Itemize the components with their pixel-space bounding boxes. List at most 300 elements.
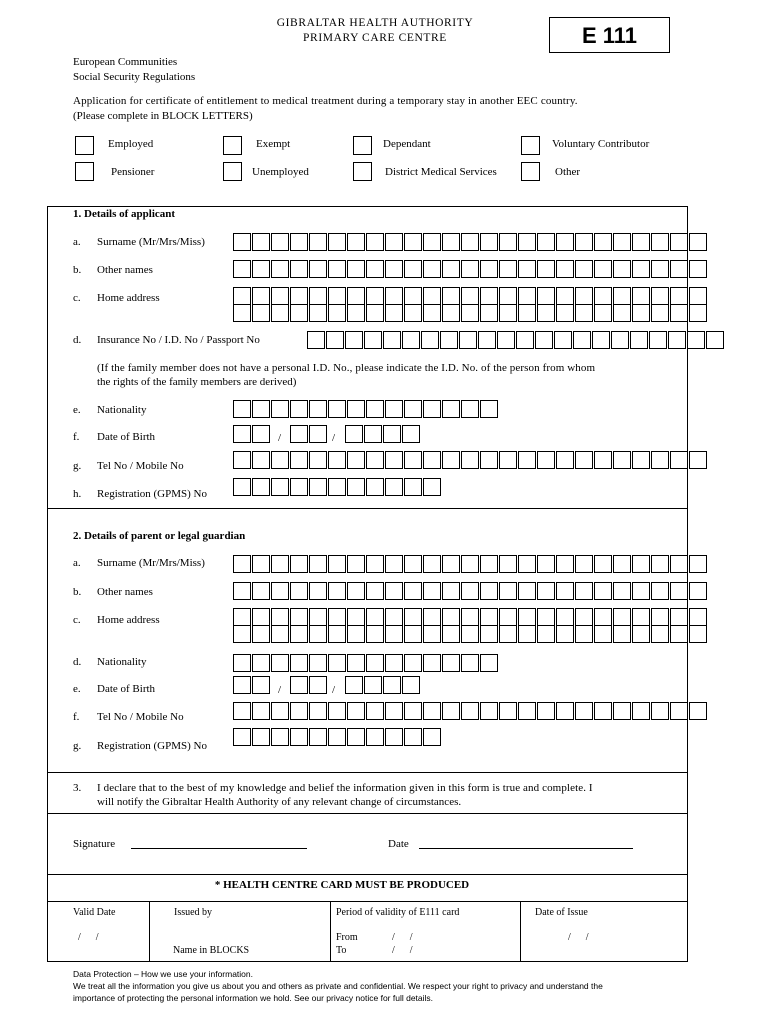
letter-box[interactable] [271, 654, 289, 672]
letter-box[interactable] [518, 625, 536, 643]
letter-box[interactable] [594, 287, 612, 305]
letter-box[interactable] [385, 728, 403, 746]
letter-box[interactable] [347, 654, 365, 672]
letter-box[interactable] [423, 304, 441, 322]
letter-box[interactable] [233, 260, 251, 278]
letter-box[interactable] [383, 331, 401, 349]
letter-box[interactable] [689, 304, 707, 322]
letter-box[interactable] [309, 608, 327, 626]
letter-box[interactable] [309, 702, 327, 720]
letter-box[interactable] [402, 676, 420, 694]
letter-box[interactable] [347, 625, 365, 643]
guardian-dob-day[interactable] [233, 676, 271, 694]
letter-box[interactable] [423, 233, 441, 251]
letter-box[interactable] [632, 555, 650, 573]
letter-box[interactable] [668, 331, 686, 349]
letter-box[interactable] [478, 331, 496, 349]
letter-box[interactable] [309, 654, 327, 672]
letter-box[interactable] [328, 451, 346, 469]
letter-box[interactable] [271, 555, 289, 573]
letter-box[interactable] [233, 400, 251, 418]
letter-box[interactable] [556, 555, 574, 573]
letter-box[interactable] [307, 331, 325, 349]
letter-box[interactable] [632, 304, 650, 322]
letter-box[interactable] [271, 287, 289, 305]
letter-box[interactable] [271, 304, 289, 322]
letter-box[interactable] [328, 287, 346, 305]
letter-box[interactable] [347, 400, 365, 418]
letter-box[interactable] [423, 702, 441, 720]
letter-box[interactable] [385, 260, 403, 278]
letter-box[interactable] [309, 260, 327, 278]
letter-box[interactable] [347, 608, 365, 626]
letter-box[interactable] [252, 608, 270, 626]
letter-box[interactable] [594, 702, 612, 720]
letter-box[interactable] [309, 728, 327, 746]
letter-box[interactable] [385, 555, 403, 573]
letter-box[interactable] [537, 555, 555, 573]
letter-box[interactable] [573, 331, 591, 349]
checkbox-pensioner[interactable] [75, 162, 94, 181]
letter-box[interactable] [537, 287, 555, 305]
letter-box[interactable] [385, 451, 403, 469]
letter-box[interactable] [442, 260, 460, 278]
letter-box[interactable] [271, 260, 289, 278]
letter-box[interactable] [556, 304, 574, 322]
letter-box[interactable] [366, 287, 384, 305]
letter-box[interactable] [271, 400, 289, 418]
letter-box[interactable] [271, 233, 289, 251]
letter-box[interactable] [233, 555, 251, 573]
letter-box[interactable] [556, 625, 574, 643]
letter-box[interactable] [556, 451, 574, 469]
letter-box[interactable] [594, 582, 612, 600]
letter-box[interactable] [309, 425, 327, 443]
letter-box[interactable] [252, 260, 270, 278]
letter-box[interactable] [309, 400, 327, 418]
letter-box[interactable] [499, 582, 517, 600]
letter-box[interactable] [442, 625, 460, 643]
letter-box[interactable] [366, 478, 384, 496]
letter-box[interactable] [537, 304, 555, 322]
applicant-insurance-boxes[interactable] [307, 331, 725, 349]
letter-box[interactable] [271, 608, 289, 626]
letter-box[interactable] [366, 260, 384, 278]
letter-box[interactable] [233, 304, 251, 322]
letter-box[interactable] [233, 287, 251, 305]
letter-box[interactable] [537, 625, 555, 643]
letter-box[interactable] [575, 451, 593, 469]
letter-box[interactable] [594, 625, 612, 643]
letter-box[interactable] [385, 625, 403, 643]
letter-box[interactable] [594, 451, 612, 469]
letter-box[interactable] [497, 331, 515, 349]
letter-box[interactable] [233, 654, 251, 672]
letter-box[interactable] [518, 260, 536, 278]
letter-box[interactable] [404, 233, 422, 251]
letter-box[interactable] [480, 287, 498, 305]
letter-box[interactable] [364, 331, 382, 349]
letter-box[interactable] [385, 608, 403, 626]
letter-box[interactable] [290, 400, 308, 418]
letter-box[interactable] [423, 608, 441, 626]
letter-box[interactable] [252, 625, 270, 643]
letter-box[interactable] [309, 676, 327, 694]
letter-box[interactable] [404, 260, 422, 278]
letter-box[interactable] [404, 478, 422, 496]
letter-box[interactable] [687, 331, 705, 349]
letter-box[interactable] [309, 233, 327, 251]
letter-box[interactable] [611, 331, 629, 349]
letter-box[interactable] [290, 608, 308, 626]
letter-box[interactable] [402, 425, 420, 443]
letter-box[interactable] [556, 287, 574, 305]
applicant-gpms-boxes[interactable] [233, 478, 442, 496]
letter-box[interactable] [423, 654, 441, 672]
letter-box[interactable] [689, 451, 707, 469]
letter-box[interactable] [423, 451, 441, 469]
letter-box[interactable] [385, 702, 403, 720]
letter-box[interactable] [290, 425, 308, 443]
letter-box[interactable] [233, 702, 251, 720]
letter-box[interactable] [233, 233, 251, 251]
applicant-surname-boxes[interactable] [233, 233, 708, 251]
letter-box[interactable] [480, 451, 498, 469]
applicant-dob-day[interactable] [233, 425, 271, 443]
letter-box[interactable] [670, 233, 688, 251]
letter-box[interactable] [594, 304, 612, 322]
letter-box[interactable] [385, 478, 403, 496]
letter-box[interactable] [233, 676, 251, 694]
letter-box[interactable] [575, 608, 593, 626]
letter-box[interactable] [309, 582, 327, 600]
checkbox-employed[interactable] [75, 136, 94, 155]
letter-box[interactable] [689, 625, 707, 643]
letter-box[interactable] [328, 400, 346, 418]
letter-box[interactable] [689, 233, 707, 251]
letter-box[interactable] [480, 654, 498, 672]
letter-box[interactable] [423, 625, 441, 643]
letter-box[interactable] [233, 608, 251, 626]
letter-box[interactable] [459, 331, 477, 349]
letter-box[interactable] [575, 625, 593, 643]
letter-box[interactable] [290, 728, 308, 746]
letter-box[interactable] [480, 400, 498, 418]
letter-box[interactable] [480, 260, 498, 278]
letter-box[interactable] [271, 702, 289, 720]
letter-box[interactable] [442, 555, 460, 573]
letter-box[interactable] [347, 478, 365, 496]
letter-box[interactable] [613, 582, 631, 600]
letter-box[interactable] [290, 478, 308, 496]
letter-box[interactable] [385, 654, 403, 672]
letter-box[interactable] [347, 555, 365, 573]
letter-box[interactable] [290, 260, 308, 278]
letter-box[interactable] [290, 676, 308, 694]
letter-box[interactable] [404, 400, 422, 418]
letter-box[interactable] [594, 260, 612, 278]
letter-box[interactable] [613, 625, 631, 643]
letter-box[interactable] [480, 555, 498, 573]
letter-box[interactable] [271, 625, 289, 643]
letter-box[interactable] [290, 625, 308, 643]
letter-box[interactable] [632, 608, 650, 626]
signature-line[interactable] [131, 848, 307, 849]
letter-box[interactable] [613, 260, 631, 278]
letter-box[interactable] [328, 582, 346, 600]
letter-box[interactable] [252, 233, 270, 251]
letter-box[interactable] [290, 287, 308, 305]
letter-box[interactable] [328, 702, 346, 720]
letter-box[interactable] [421, 331, 439, 349]
letter-box[interactable] [651, 702, 669, 720]
letter-box[interactable] [233, 582, 251, 600]
letter-box[interactable] [651, 608, 669, 626]
letter-box[interactable] [423, 400, 441, 418]
letter-box[interactable] [480, 608, 498, 626]
letter-box[interactable] [309, 451, 327, 469]
letter-box[interactable] [518, 582, 536, 600]
letter-box[interactable] [233, 728, 251, 746]
letter-box[interactable] [556, 233, 574, 251]
letter-box[interactable] [632, 260, 650, 278]
letter-box[interactable] [461, 625, 479, 643]
letter-box[interactable] [670, 555, 688, 573]
letter-box[interactable] [404, 555, 422, 573]
letter-box[interactable] [537, 233, 555, 251]
letter-box[interactable] [423, 287, 441, 305]
letter-box[interactable] [518, 451, 536, 469]
letter-box[interactable] [328, 555, 346, 573]
letter-box[interactable] [556, 608, 574, 626]
letter-box[interactable] [670, 304, 688, 322]
letter-box[interactable] [366, 304, 384, 322]
letter-box[interactable] [328, 304, 346, 322]
letter-box[interactable] [233, 425, 251, 443]
letter-box[interactable] [347, 702, 365, 720]
letter-box[interactable] [364, 425, 382, 443]
letter-box[interactable] [328, 728, 346, 746]
guardian-surname-boxes[interactable] [233, 555, 708, 573]
letter-box[interactable] [309, 625, 327, 643]
letter-box[interactable] [651, 625, 669, 643]
letter-box[interactable] [404, 287, 422, 305]
letter-box[interactable] [309, 555, 327, 573]
letter-box[interactable] [326, 331, 344, 349]
letter-box[interactable] [442, 702, 460, 720]
letter-box[interactable] [290, 654, 308, 672]
letter-box[interactable] [404, 451, 422, 469]
letter-box[interactable] [271, 478, 289, 496]
letter-box[interactable] [575, 233, 593, 251]
letter-box[interactable] [651, 260, 669, 278]
letter-box[interactable] [651, 304, 669, 322]
letter-box[interactable] [518, 608, 536, 626]
letter-box[interactable] [689, 260, 707, 278]
letter-box[interactable] [347, 260, 365, 278]
letter-box[interactable] [461, 582, 479, 600]
guardian-address-boxes-2[interactable] [233, 625, 708, 643]
letter-box[interactable] [347, 451, 365, 469]
letter-box[interactable] [499, 625, 517, 643]
guardian-gpms-boxes[interactable] [233, 728, 442, 746]
letter-box[interactable] [537, 608, 555, 626]
letter-box[interactable] [383, 425, 401, 443]
letter-box[interactable] [649, 331, 667, 349]
letter-box[interactable] [461, 451, 479, 469]
letter-box[interactable] [271, 582, 289, 600]
letter-box[interactable] [556, 702, 574, 720]
letter-box[interactable] [233, 625, 251, 643]
letter-box[interactable] [651, 233, 669, 251]
letter-box[interactable] [613, 304, 631, 322]
letter-box[interactable] [592, 331, 610, 349]
letter-box[interactable] [423, 478, 441, 496]
letter-box[interactable] [613, 702, 631, 720]
letter-box[interactable] [290, 582, 308, 600]
letter-box[interactable] [366, 400, 384, 418]
guardian-dob-year[interactable] [345, 676, 421, 694]
letter-box[interactable] [347, 582, 365, 600]
letter-box[interactable] [461, 654, 479, 672]
letter-box[interactable] [535, 331, 553, 349]
letter-box[interactable] [575, 702, 593, 720]
letter-box[interactable] [366, 608, 384, 626]
letter-box[interactable] [518, 233, 536, 251]
letter-box[interactable] [252, 676, 270, 694]
letter-box[interactable] [651, 287, 669, 305]
letter-box[interactable] [499, 260, 517, 278]
letter-box[interactable] [290, 304, 308, 322]
letter-box[interactable] [233, 451, 251, 469]
letter-box[interactable] [706, 331, 724, 349]
letter-box[interactable] [518, 287, 536, 305]
letter-box[interactable] [442, 582, 460, 600]
letter-box[interactable] [461, 608, 479, 626]
letter-box[interactable] [385, 233, 403, 251]
letter-box[interactable] [347, 304, 365, 322]
guardian-nationality-boxes[interactable] [233, 654, 499, 672]
letter-box[interactable] [632, 582, 650, 600]
letter-box[interactable] [594, 555, 612, 573]
letter-box[interactable] [499, 555, 517, 573]
letter-box[interactable] [328, 608, 346, 626]
letter-box[interactable] [537, 582, 555, 600]
letter-box[interactable] [575, 260, 593, 278]
letter-box[interactable] [651, 451, 669, 469]
letter-box[interactable] [518, 555, 536, 573]
letter-box[interactable] [554, 331, 572, 349]
letter-box[interactable] [233, 478, 251, 496]
letter-box[interactable] [594, 233, 612, 251]
letter-box[interactable] [328, 478, 346, 496]
letter-box[interactable] [404, 625, 422, 643]
letter-box[interactable] [480, 233, 498, 251]
letter-box[interactable] [632, 233, 650, 251]
letter-box[interactable] [461, 287, 479, 305]
applicant-tel-boxes[interactable] [233, 451, 708, 469]
letter-box[interactable] [309, 478, 327, 496]
letter-box[interactable] [575, 287, 593, 305]
letter-box[interactable] [309, 304, 327, 322]
letter-box[interactable] [366, 582, 384, 600]
letter-box[interactable] [556, 260, 574, 278]
letter-box[interactable] [402, 331, 420, 349]
letter-box[interactable] [613, 608, 631, 626]
letter-box[interactable] [404, 582, 422, 600]
letter-box[interactable] [689, 702, 707, 720]
letter-box[interactable] [366, 728, 384, 746]
letter-box[interactable] [670, 582, 688, 600]
letter-box[interactable] [537, 260, 555, 278]
letter-box[interactable] [252, 304, 270, 322]
letter-box[interactable] [461, 400, 479, 418]
letter-box[interactable] [366, 555, 384, 573]
applicant-other-names-boxes[interactable] [233, 260, 708, 278]
letter-box[interactable] [366, 625, 384, 643]
letter-box[interactable] [385, 582, 403, 600]
letter-box[interactable] [537, 451, 555, 469]
letter-box[interactable] [366, 702, 384, 720]
letter-box[interactable] [499, 287, 517, 305]
letter-box[interactable] [442, 233, 460, 251]
letter-box[interactable] [290, 233, 308, 251]
letter-box[interactable] [385, 287, 403, 305]
letter-box[interactable] [364, 676, 382, 694]
letter-box[interactable] [404, 728, 422, 746]
letter-box[interactable] [328, 233, 346, 251]
letter-box[interactable] [309, 287, 327, 305]
checkbox-other[interactable] [521, 162, 540, 181]
letter-box[interactable] [423, 260, 441, 278]
letter-box[interactable] [252, 555, 270, 573]
letter-box[interactable] [537, 702, 555, 720]
letter-box[interactable] [423, 555, 441, 573]
letter-box[interactable] [442, 400, 460, 418]
letter-box[interactable] [461, 233, 479, 251]
letter-box[interactable] [252, 400, 270, 418]
letter-box[interactable] [670, 260, 688, 278]
letter-box[interactable] [594, 608, 612, 626]
letter-box[interactable] [689, 287, 707, 305]
letter-box[interactable] [670, 287, 688, 305]
letter-box[interactable] [689, 582, 707, 600]
letter-box[interactable] [518, 702, 536, 720]
letter-box[interactable] [366, 654, 384, 672]
applicant-address-boxes-1[interactable] [233, 287, 708, 305]
letter-box[interactable] [271, 451, 289, 469]
letter-box[interactable] [670, 625, 688, 643]
letter-box[interactable] [328, 260, 346, 278]
letter-box[interactable] [518, 304, 536, 322]
letter-box[interactable] [632, 287, 650, 305]
applicant-nationality-boxes[interactable] [233, 400, 499, 418]
letter-box[interactable] [613, 233, 631, 251]
letter-box[interactable] [442, 287, 460, 305]
letter-box[interactable] [442, 654, 460, 672]
guardian-address-boxes-1[interactable] [233, 608, 708, 626]
letter-box[interactable] [442, 608, 460, 626]
letter-box[interactable] [632, 702, 650, 720]
letter-box[interactable] [252, 287, 270, 305]
letter-box[interactable] [345, 425, 363, 443]
letter-box[interactable] [461, 702, 479, 720]
letter-box[interactable] [252, 478, 270, 496]
letter-box[interactable] [632, 625, 650, 643]
letter-box[interactable] [366, 451, 384, 469]
letter-box[interactable] [516, 331, 534, 349]
letter-box[interactable] [575, 304, 593, 322]
